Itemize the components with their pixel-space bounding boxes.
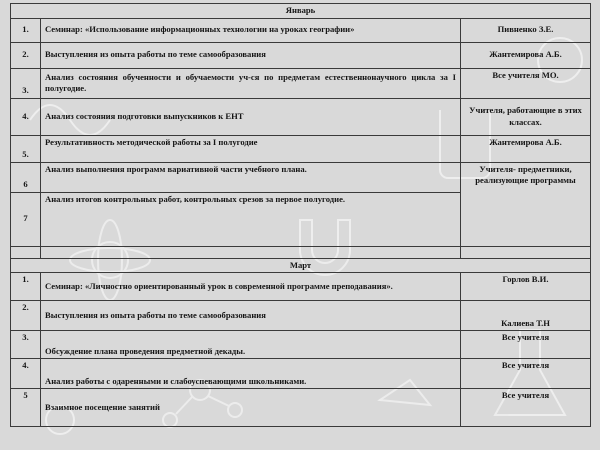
responsible-person: Жантемирова А.Б.	[461, 135, 591, 162]
table-row	[11, 98, 591, 135]
responsible-person: Калиева Т.Н	[461, 301, 591, 331]
table-row	[11, 135, 591, 162]
row-number: 5	[11, 389, 41, 427]
table-row	[11, 359, 591, 389]
event-text: Анализ состояния подготовки выпускников к ЕНТ	[41, 98, 461, 135]
row-number: 1.	[11, 273, 41, 301]
methodical-plan-table	[10, 3, 591, 427]
row-number: 2.	[11, 301, 41, 331]
row-number: 3.	[11, 68, 41, 98]
row-number: 1.	[11, 18, 41, 42]
month-row-january	[11, 4, 591, 19]
table-row	[11, 162, 591, 192]
event-text: Выступления из опыта работы по теме самообразования	[41, 301, 461, 331]
row-number: 4.	[11, 359, 41, 389]
table-row	[11, 68, 591, 98]
table-row	[11, 192, 591, 246]
row-number: 3.	[11, 331, 41, 359]
event-text: Семинар: «Использование информационных технологии на уроках географии»	[41, 18, 461, 42]
row-number: 6	[11, 162, 41, 192]
event-text: Анализ выполнения программ вариативной части учебного плана.	[41, 162, 461, 192]
event-text: Обсуждение плана проведения предметной декады.	[41, 331, 461, 359]
row-number: 7	[11, 192, 41, 246]
responsible-person: Горлов В.И.	[461, 273, 591, 301]
responsible-person: Учителя, работающие в этих классах.	[461, 98, 591, 135]
responsible-person: Все учителя МО.	[461, 68, 591, 98]
responsible-person: Все учителя	[461, 331, 591, 359]
responsible-person: Жантемирова А.Б.	[461, 42, 591, 68]
responsible-person: Учителя- предметники, реализующие программы	[461, 162, 591, 192]
event-text: Семинар: «Личностно ориентированный урок в современной программе преподавания».	[41, 273, 461, 301]
month-row-march	[11, 258, 591, 273]
event-text: Результативность методической работы за I полугодие	[41, 135, 461, 162]
table-row	[11, 42, 591, 68]
month-heading: Январь	[11, 4, 591, 19]
responsible-person: Все учителя	[461, 359, 591, 389]
event-text: Взаимное посещение занятий	[41, 389, 461, 427]
responsible-person	[461, 192, 591, 246]
responsible-person: Пивненко З.Е.	[461, 18, 591, 42]
row-number: 4.	[11, 98, 41, 135]
event-text: Анализ итогов контрольных работ, контрольных срезов за первое полугодие.	[41, 192, 461, 246]
event-text: Анализ состояния обученности и обучаемости уч-ся по предметам естественнонаучного цикла за I полугодие.	[41, 68, 461, 98]
table-row	[11, 389, 591, 427]
table-row	[11, 273, 591, 301]
table-row	[11, 301, 591, 331]
table-spacer-row	[11, 246, 591, 258]
event-text: Выступления из опыта работы по теме самообразования	[41, 42, 461, 68]
row-number: 5.	[11, 135, 41, 162]
month-heading: Март	[11, 258, 591, 273]
row-number: 2.	[11, 42, 41, 68]
table-row	[11, 18, 591, 42]
event-text: Анализ работы с одаренными и слабоуспевающими школьниками.	[41, 359, 461, 389]
responsible-person: Все учителя	[461, 389, 591, 427]
table-row	[11, 331, 591, 359]
